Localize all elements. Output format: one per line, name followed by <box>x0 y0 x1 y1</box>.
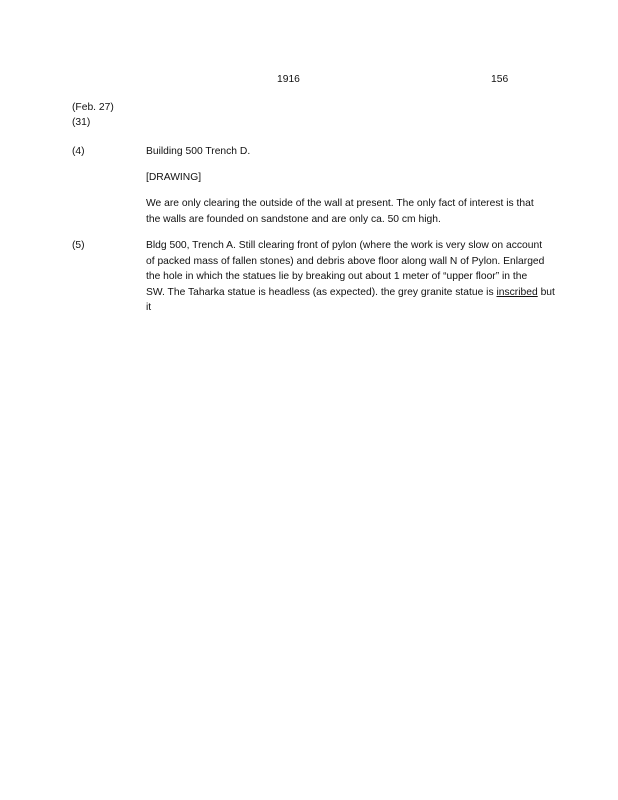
underlined-word: inscribed <box>496 286 538 298</box>
paragraph-line: Bldg 500, Trench A. Still clearing front of pylon (where the work is very slow on account <box>146 240 543 251</box>
text-segment: but <box>537 286 555 298</box>
paragraph-line <box>146 285 555 301</box>
entry-paragraph <box>146 196 546 227</box>
entry-count-note: (31) <box>72 117 91 128</box>
paragraph-line: of packed mass of fallen stones) and debris above floor along wall N of Pylon. Enlarged <box>146 255 545 267</box>
text-segment: SW. The Taharka statue is headless (as expected). the grey granite statue is <box>146 286 497 298</box>
paragraph-line: We are only clearing the outside of the wall at present. The only fact of interest is that <box>146 198 534 209</box>
entry-number: (5) <box>72 240 85 251</box>
entry-heading: Building 500 Trench D. <box>146 146 251 157</box>
page-number: 156 <box>491 74 509 85</box>
date-note: (Feb. 27) <box>72 102 114 113</box>
year-header: 1916 <box>277 74 300 85</box>
entry-number: (4) <box>72 146 85 157</box>
drawing-placeholder: [DRAWING] <box>146 172 202 183</box>
entry-paragraph <box>146 238 555 316</box>
paragraph-line: the walls are founded on sandstone and are only ca. 50 cm high. <box>146 213 441 225</box>
paragraph-line: the hole in which the statues lie by breaking out about 1 meter of “upper floor” in the <box>146 271 528 282</box>
paragraph-line: it <box>146 302 152 313</box>
